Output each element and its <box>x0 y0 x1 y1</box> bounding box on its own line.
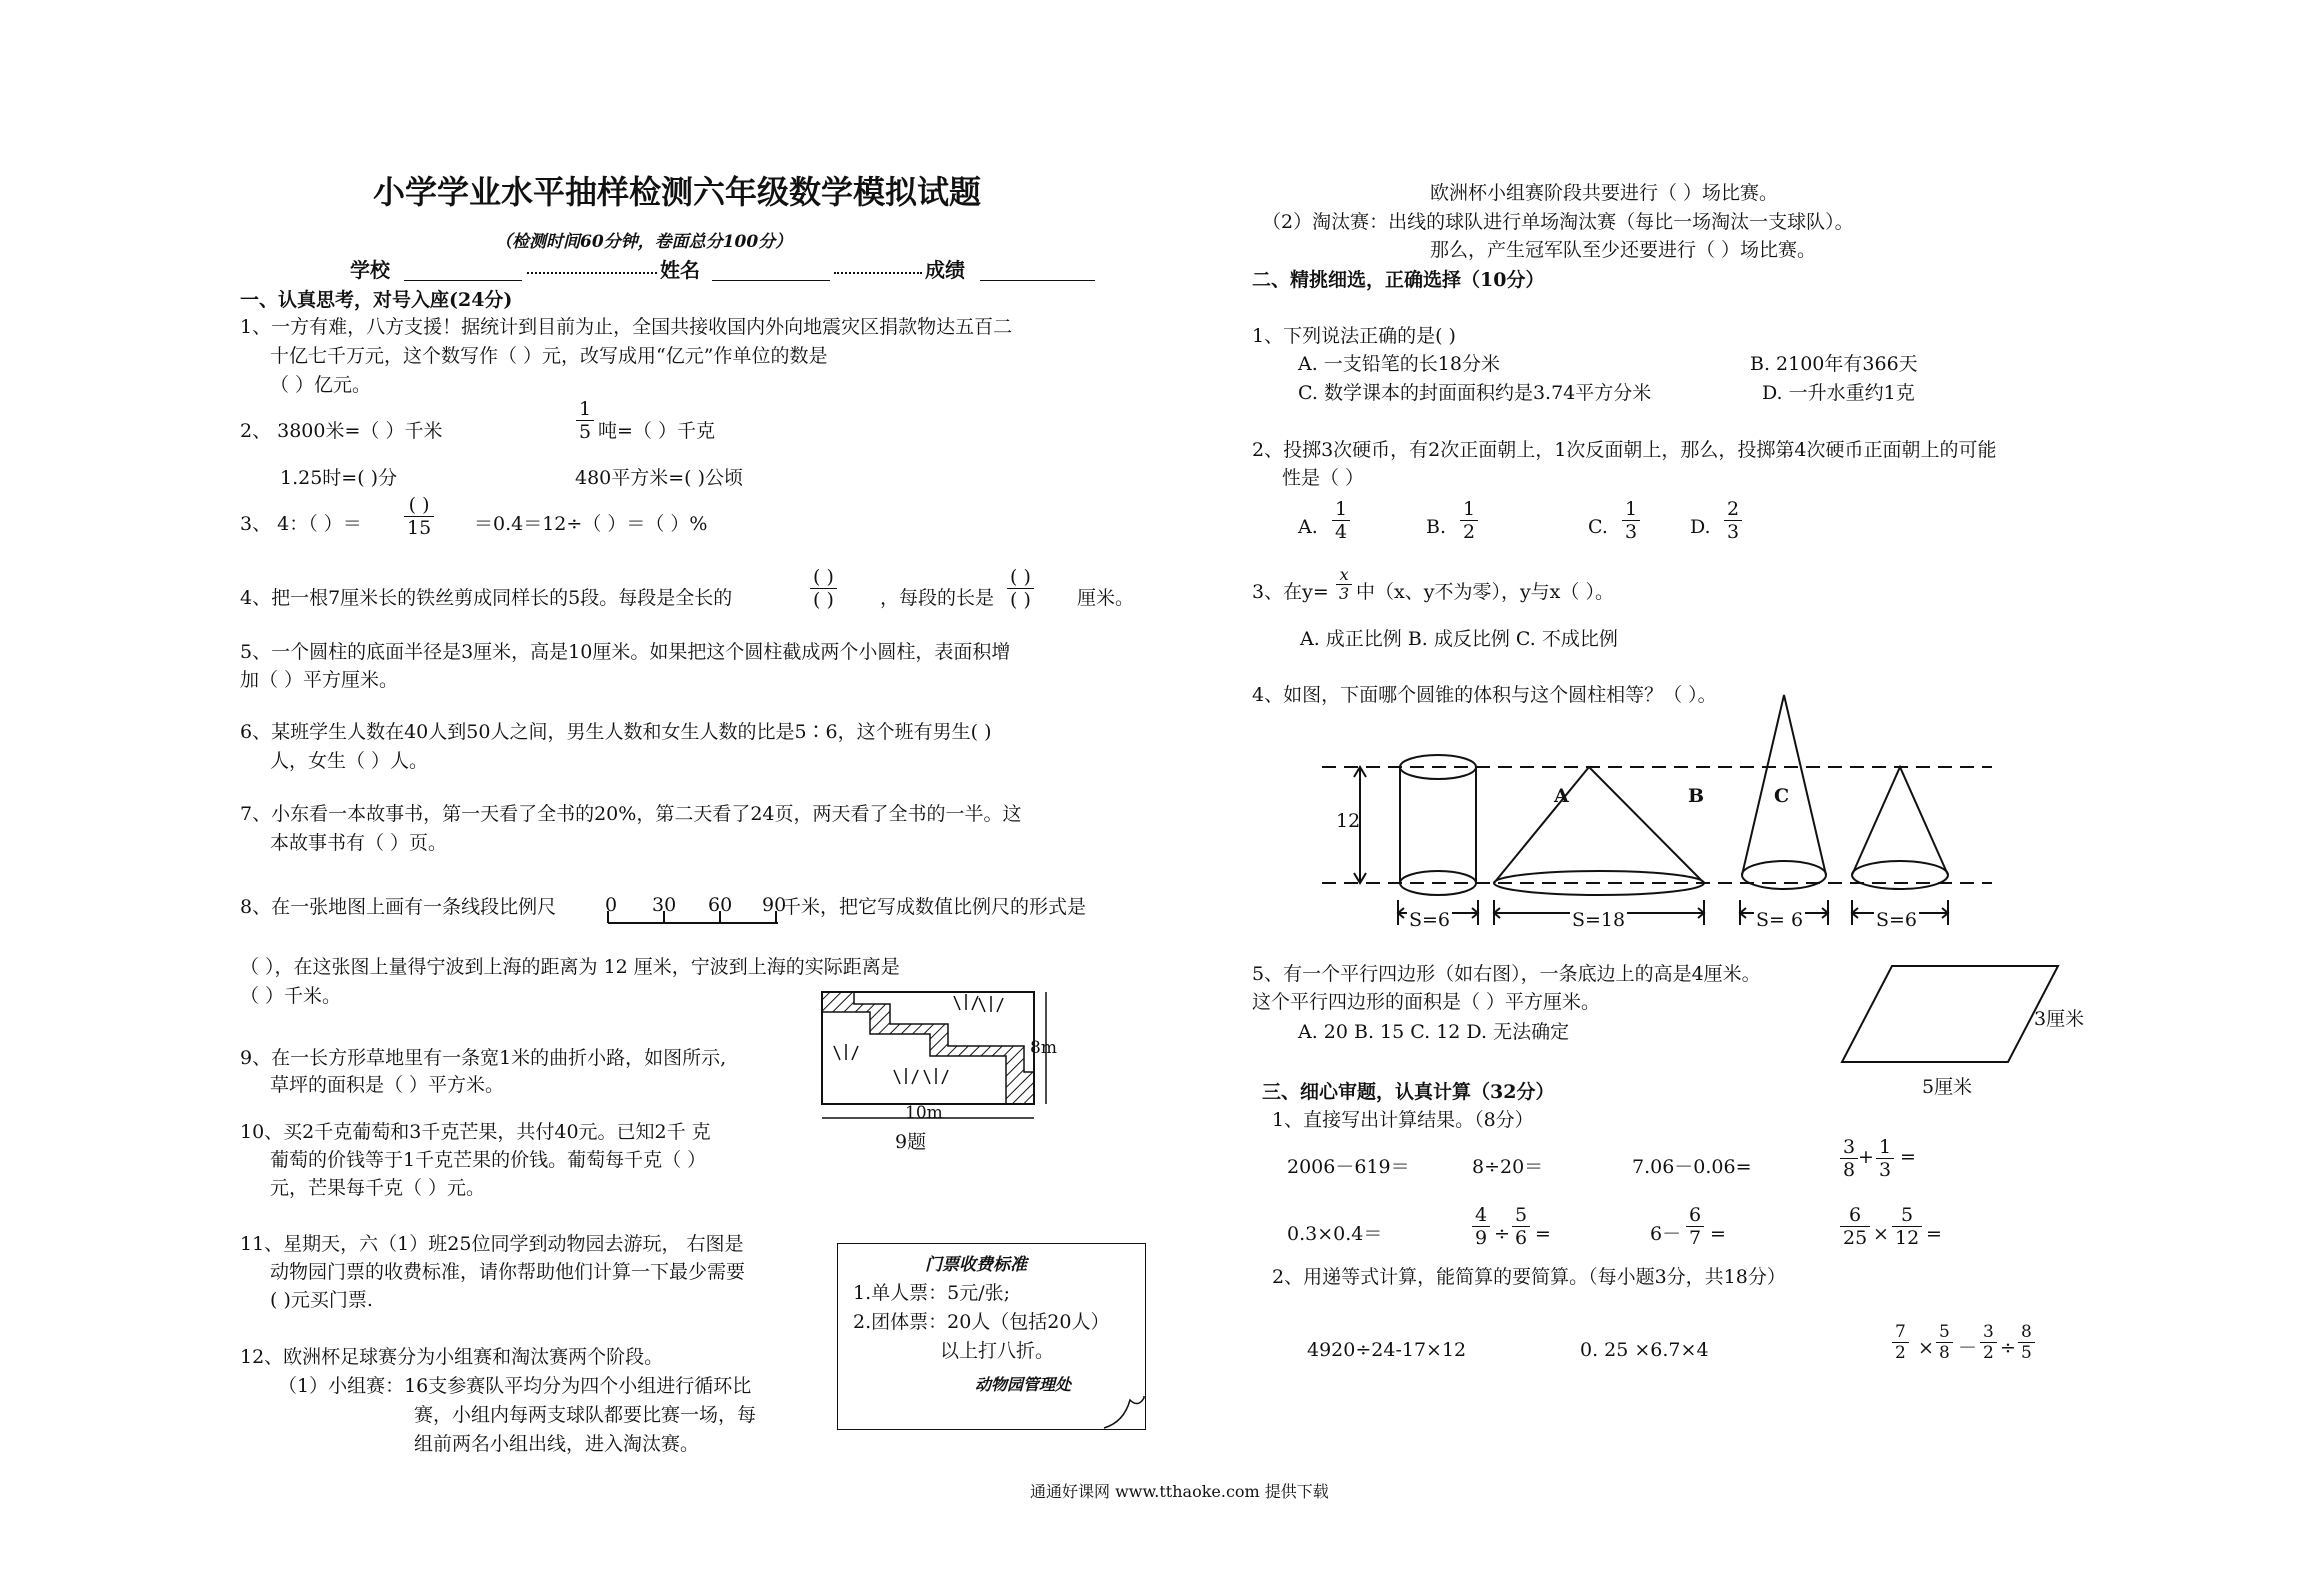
fraction-num: 3 <box>1843 1136 1856 1158</box>
c1-question: 1、下列说法正确的是( ) <box>1252 325 1456 347</box>
c5-base-label: 5厘米 <box>1922 1076 1973 1098</box>
c3-line-a: 3、在y= <box>1252 581 1329 603</box>
q3-line-b: ＝0.4＝12÷（ ）＝（ ）% <box>474 513 708 535</box>
fraction-num: 1 <box>1463 498 1476 520</box>
c3-fraction <box>1336 566 1352 603</box>
q9-caption: 9题 <box>895 1131 927 1153</box>
q4-line-a: 4、把一根7厘米长的铁丝剪成同样长的5段。每段是全长的 <box>240 587 733 609</box>
c2-line-2: 性是（ ） <box>1282 467 1365 489</box>
q10-line-3: 元，芒果每千克（ ）元。 <box>270 1177 486 1199</box>
q12-right-line-2: （2）淘汰赛：出线的球队进行单场淘汰赛（每比一场淘汰一支球队）。 <box>1262 211 1854 233</box>
q1-line-3: （ ）亿元。 <box>270 374 372 396</box>
q1-line-2: 十亿七千万元，这个数写作（ ）元，改写成用“亿元”作单位的数是 <box>270 345 828 367</box>
calc-e6-frac-2 <box>1512 1204 1530 1249</box>
fraction-den: 3 <box>1625 521 1638 543</box>
q2-line-2b: 480平方米=( )公顷 <box>575 467 744 489</box>
calc2-f3-frac-1 <box>1892 1322 1909 1363</box>
fraction-num: 5 <box>1939 1322 1950 1342</box>
q12-right-line-1: 欧洲杯小组赛阶段共要进行（ ）场比赛。 <box>1430 182 1779 204</box>
q8-tick-90: 90 <box>762 894 787 916</box>
q11-line-1: 11、星期天，六（1）班25位同学到动物园去游玩， 右图是 <box>240 1233 744 1255</box>
calc-e8-eq: = <box>1926 1223 1942 1245</box>
calc2-f2: 0. 25 ×6.7×4 <box>1580 1339 1709 1361</box>
c4-height-label: 12 <box>1336 810 1361 832</box>
fraction-den: 25 <box>1843 1227 1868 1249</box>
calc-e4-frac-2 <box>1876 1136 1894 1181</box>
notice-line-1: 1.单人票：5元/张; <box>853 1282 1011 1304</box>
school-blank[interactable] <box>404 280 522 281</box>
q11-line-2: 动物园门票的收费标准，请你帮助他们计算一下最少需要 <box>270 1261 746 1283</box>
name-dots <box>834 272 922 274</box>
calc-e8-op: × <box>1873 1223 1889 1245</box>
q3-fraction-num: ( ) <box>408 494 430 516</box>
c4-cylinder-base-label: S=6 <box>1409 909 1451 931</box>
calc-e7-pre: 6－ <box>1650 1223 1682 1245</box>
q12-line-3: 赛，小组内每两支球队都要比赛一场，每 <box>414 1404 757 1426</box>
calc-e4-eq: = <box>1900 1146 1916 1168</box>
q9-lawn-figure <box>820 990 1070 1150</box>
c4-cone-a-base-label: S=18 <box>1572 909 1626 931</box>
q3-fraction-den: 15 <box>407 517 432 539</box>
c3-fraction-num: x <box>1339 565 1349 584</box>
q4-fraction-1-num: ( ) <box>813 566 834 588</box>
page-title: 小学学业水平抽样检测六年级数学模拟试题 <box>373 173 982 211</box>
q7-line-1: 7、小东看一本故事书，第一天看了全书的20%，第二天看了24页，两天看了全书的一半。这 <box>240 803 1022 825</box>
c2-option-c-label: C. <box>1588 516 1608 538</box>
calc-e3: 7.06－0.06= <box>1632 1156 1752 1178</box>
q8-line-2: （ ），在这张图上量得宁波到上海的距离为 12 厘米，宁波到上海的实际距离是 <box>240 956 900 978</box>
q12-line-2: （1）小组赛：16支参赛队平均分为四个小组进行循环比 <box>278 1375 752 1397</box>
fraction-den: 8 <box>1939 1343 1950 1363</box>
fraction-num: 3 <box>1983 1322 1994 1342</box>
calc-e6-eq: = <box>1535 1223 1551 1245</box>
calc-e7-frac <box>1686 1204 1704 1249</box>
q6-line-2: 人，女生（ ）人。 <box>270 750 429 772</box>
q12-line-1: 12、欧洲杯足球赛分为小组赛和淘汰赛两个阶段。 <box>240 1346 664 1368</box>
fraction-den: 5 <box>2021 1343 2032 1363</box>
q4-line-b: ，每段的长是 <box>880 587 995 609</box>
c2-option-d-fraction <box>1724 498 1742 543</box>
calc-part-1-heading: 1、直接写出计算结果。（8分） <box>1272 1109 1534 1131</box>
calc2-f3-frac-2 <box>1936 1322 1953 1363</box>
c2-option-a-label: A. <box>1298 516 1318 538</box>
calc2-f3-frac-3 <box>1980 1322 1997 1363</box>
c5-side-label: 3厘米 <box>2034 1008 2085 1030</box>
calc-e2: 8÷20＝ <box>1472 1156 1544 1178</box>
q6-line-1: 6、某班学生人数在40人到50人之间，男生人数和女生人数的比是5∶6，这个班有男生( ) <box>240 721 992 743</box>
fraction-den: 8 <box>1843 1159 1856 1181</box>
q3-line-a: 3、 4：（ ）＝ <box>240 513 362 535</box>
calc-e4-op: + <box>1858 1146 1874 1168</box>
c1-option-d: D. 一升水重约1克 <box>1762 382 1915 404</box>
c2-line-1: 2、投掷3次硬币，有2次正面朝上，1次反面朝上，那么，投掷第4次硬币正面朝上的可能 <box>1252 439 1997 461</box>
calc-e8-frac-1 <box>1840 1204 1870 1249</box>
c3-fraction-den: 3 <box>1339 584 1350 603</box>
calc-part-2-heading: 2、用递等式计算，能简算的要简算。（每小题3分，共18分） <box>1272 1266 1786 1288</box>
page-footer: 通通好课网 www.tthaoke.com 提供下载 <box>1030 1482 1329 1501</box>
calc-e6-frac-1 <box>1472 1204 1490 1249</box>
q7-line-2: 本故事书有（ ）页。 <box>270 832 448 854</box>
fraction-den: 3 <box>1879 1159 1892 1181</box>
c1-option-a: A. 一支铅笔的长18分米 <box>1298 353 1500 375</box>
calc-e7-eq: = <box>1710 1223 1726 1245</box>
name-label: 姓名 <box>660 258 700 282</box>
c4-cone-cylinder-figure <box>1322 695 2002 935</box>
name-blank[interactable] <box>712 280 830 281</box>
q4-line-c: 厘米。 <box>1077 587 1135 609</box>
c4-cone-c-label: C <box>1774 785 1790 807</box>
fraction-den: 3 <box>1727 521 1740 543</box>
q2-fraction-num: 1 <box>579 398 592 420</box>
fraction-num: 5 <box>1901 1204 1914 1226</box>
calc2-f3-op-2: － <box>1958 1337 1978 1359</box>
q8-tick-0: 0 <box>605 894 618 916</box>
q8-tick-60: 60 <box>708 894 733 916</box>
notice-line-2: 2.团体票：20人（包括20人） <box>853 1311 1110 1333</box>
q12-right-line-3: 那么，产生冠军队至少还要进行（ ）场比赛。 <box>1430 239 1817 261</box>
c2-option-b-fraction <box>1460 498 1478 543</box>
section-3-heading: 三、细心审题，认真计算（32分） <box>1262 1081 1555 1103</box>
notice-line-3: 以上打八折。 <box>940 1340 1055 1362</box>
c5-parallelogram-figure <box>1840 962 2060 1072</box>
fraction-num: 2 <box>1727 498 1740 520</box>
q2-line-1a: 2、 3800米=（ ）千米 <box>240 420 443 442</box>
page-subtitle: （检测时间60分钟，卷面总分100分） <box>495 232 793 252</box>
calc2-f3-op-1: × <box>1918 1337 1934 1359</box>
q9-line-1: 9、在一长方形草地里有一条宽1米的曲折小路，如图所示, <box>240 1047 727 1069</box>
q8-line-3: （ ）千米。 <box>240 985 342 1007</box>
q2-line-2a: 1.25时=( )分 <box>280 467 398 489</box>
c5-line-1: 5、有一个平行四边形（如右图），一条底边上的高是4厘米。 <box>1252 963 1761 985</box>
q8-line-1a: 8、在一张地图上画有一条线段比例尺 <box>240 896 557 918</box>
fraction-num: 1 <box>1879 1136 1892 1158</box>
fraction-num: 1 <box>1625 498 1638 520</box>
fraction-den: 2 <box>1463 521 1476 543</box>
q2-fraction-den: 5 <box>579 421 592 443</box>
notice-title: 门票收费标准 <box>925 1255 1027 1275</box>
fraction-num: 6 <box>1689 1204 1702 1226</box>
q4-fraction-1-den: ( ) <box>813 589 834 611</box>
calc-e8-frac-2 <box>1892 1204 1922 1249</box>
school-dots <box>527 272 657 274</box>
calc-e6-op: ÷ <box>1494 1223 1510 1245</box>
q11-line-3: ( )元买门票. <box>270 1289 373 1311</box>
notice-curled-corner <box>1104 1396 1146 1430</box>
q9-height-label: 8m <box>1030 1038 1057 1058</box>
calc-e5: 0.3×0.4＝ <box>1287 1223 1383 1245</box>
fraction-den: 4 <box>1335 521 1348 543</box>
q10-line-1: 10、买2千克葡萄和3千克芒果，共付40元。已知2千 克 <box>240 1121 711 1143</box>
calc2-f3-frac-4 <box>2018 1322 2035 1363</box>
c2-option-d-label: D. <box>1690 516 1711 538</box>
q8-tick-30: 30 <box>652 894 677 916</box>
q4-fraction-2-num: ( ) <box>1010 566 1031 588</box>
q8-scale-bar <box>606 893 782 933</box>
notice-footer: 动物园管理处 <box>975 1375 1072 1394</box>
q12-line-4: 组前两名小组出线，进入淘汰赛。 <box>414 1433 700 1455</box>
c2-option-a-fraction <box>1332 498 1350 543</box>
c4-cone-d-base-label: S=6 <box>1876 909 1918 931</box>
fraction-den: 12 <box>1895 1227 1920 1249</box>
q5-line-1: 5、一个圆柱的底面半径是3厘米，高是10厘米。如果把这个圆柱截成两个小圆柱，表面积增 <box>240 641 1011 663</box>
c2-option-c-fraction <box>1622 498 1640 543</box>
q2-fraction <box>576 398 594 443</box>
fraction-den: 7 <box>1689 1227 1702 1249</box>
c4-cone-c-base-label: S= 6 <box>1756 909 1804 931</box>
fraction-num: 5 <box>1515 1204 1528 1226</box>
q2-line-1b: 吨=（ ）千克 <box>598 420 715 442</box>
q8-line-1b: 千米，把它写成数值比例尺的形式是 <box>782 896 1087 918</box>
c4-question: 4、如图，下面哪个圆锥的体积与这个圆柱相等？（ ）。 <box>1252 684 1717 706</box>
calc2-f3-op-3: ÷ <box>2000 1337 2016 1359</box>
section-1-heading: 一、认真思考，对号入座(24分) <box>240 289 513 311</box>
fraction-den: 2 <box>1895 1343 1906 1363</box>
c3-options: A. 成正比例 B. 成反比例 C. 不成比例 <box>1300 628 1618 650</box>
c4-cone-b-label: B <box>1688 785 1705 807</box>
section-2-heading: 二、精挑细选，正确选择（10分） <box>1252 269 1545 291</box>
q4-fraction-2-den: ( ) <box>1010 589 1031 611</box>
c3-line-b: 中（x、y不为零），y与x（ ）。 <box>1356 581 1614 603</box>
fraction-den: 6 <box>1515 1227 1528 1249</box>
fraction-num: 8 <box>2021 1322 2032 1342</box>
fraction-den: 2 <box>1983 1343 1994 1363</box>
fraction-num: 4 <box>1475 1204 1488 1226</box>
fraction-num: 6 <box>1849 1204 1862 1226</box>
c5-line-2: 这个平行四边形的面积是（ ）平方厘米。 <box>1252 991 1601 1013</box>
c4-cone-a-label: A <box>1554 785 1569 807</box>
q3-fraction <box>404 494 434 539</box>
score-label: 成绩 <box>925 258 965 282</box>
calc2-f1: 4920÷24-17×12 <box>1307 1339 1467 1361</box>
c1-option-b: B. 2100年有366天 <box>1750 353 1918 375</box>
school-label: 学校 <box>350 258 390 282</box>
q4-fraction-1 <box>810 566 837 611</box>
c5-options: A. 20 B. 15 C. 12 D. 无法确定 <box>1298 1021 1570 1043</box>
q5-line-2: 加（ ）平方厘米。 <box>240 669 399 691</box>
calc-e4-frac-1 <box>1840 1136 1858 1181</box>
fraction-den: 9 <box>1475 1227 1488 1249</box>
q4-fraction-2 <box>1007 566 1034 611</box>
calc-e1: 2006－619＝ <box>1287 1156 1410 1178</box>
fraction-num: 1 <box>1335 498 1348 520</box>
q10-line-2: 葡萄的价钱等于1千克芒果的价钱。葡萄每千克（ ） <box>270 1149 707 1171</box>
q9-width-label: 10m <box>905 1103 943 1123</box>
fraction-num: 7 <box>1895 1322 1906 1342</box>
c1-option-c: C. 数学课本的封面面积约是3.74平方分米 <box>1298 382 1652 404</box>
score-blank[interactable] <box>980 280 1095 281</box>
q9-line-2: 草坪的面积是（ ）平方米。 <box>270 1074 505 1096</box>
c2-option-b-label: B. <box>1426 516 1447 538</box>
q1-line-1: 1、一方有难，八方支援！据统计到目前为止，全国共接收国内外向地震灾区捐款物达五百二 <box>240 316 1013 338</box>
